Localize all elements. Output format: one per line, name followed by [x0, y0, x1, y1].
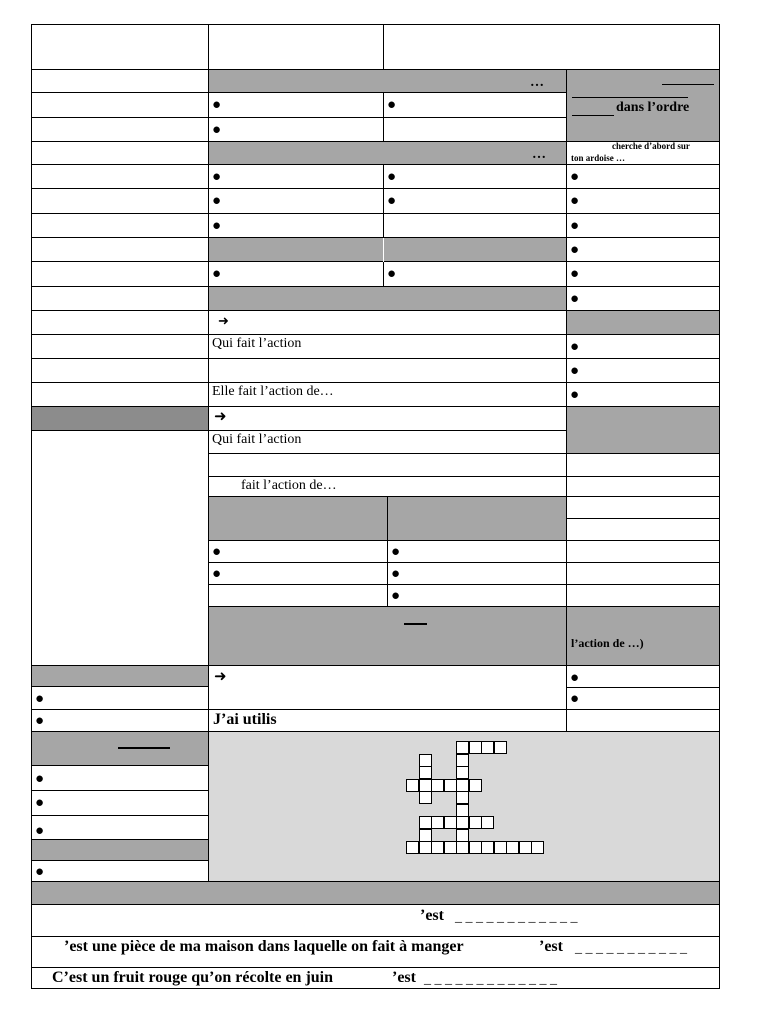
- bullet: ●: [387, 193, 397, 209]
- crossword-cell[interactable]: [481, 816, 494, 829]
- bullet: ●: [570, 242, 580, 258]
- jai-utilis-text: J’ai utilis: [213, 711, 277, 728]
- bullet: ●: [387, 169, 397, 185]
- bullet: ●: [212, 544, 222, 560]
- crossword-cell[interactable]: [419, 766, 432, 779]
- bullet: ●: [212, 218, 222, 234]
- riddle-2-blank[interactable]: _ _ _ _ _ _ _ _ _ _ _: [575, 941, 687, 956]
- dots-2: …: [532, 147, 546, 162]
- bullet: ●: [35, 823, 45, 839]
- crossword-cell[interactable]: [481, 841, 494, 854]
- qui-fait-text-2: Qui fait l’action: [212, 432, 302, 447]
- elle-fait-text: Elle fait l’action de…: [212, 384, 334, 399]
- bullet: ●: [570, 218, 580, 234]
- bullet: ●: [570, 363, 580, 379]
- side-header-2: [567, 311, 719, 334]
- crossword-cell[interactable]: [431, 841, 444, 854]
- left-header-2: [32, 666, 209, 687]
- crossword-cell[interactable]: [431, 816, 444, 829]
- order-text: dans l’ordre: [616, 100, 690, 115]
- bullet: ●: [570, 691, 580, 707]
- crossword-cell[interactable]: [456, 741, 469, 754]
- bullet: ●: [35, 691, 45, 707]
- bullet: ●: [212, 566, 222, 582]
- bullet: ●: [212, 97, 222, 113]
- bullet: ●: [387, 97, 397, 113]
- fait-action-text: fait l’action de…: [241, 478, 337, 493]
- qui-fait-text: Qui fait l’action: [212, 336, 302, 351]
- bullet: ●: [212, 266, 222, 282]
- riddle-1-blank[interactable]: _ _ _ _ _ _ _ _ _ _ _ _: [455, 910, 578, 925]
- riddle-3-text: C’est un fruit rouge qu’on récolte en juin: [52, 969, 334, 986]
- bullet: ●: [212, 193, 222, 209]
- cherche-text-1: cherche d’abord sur: [612, 141, 690, 151]
- bullet: ●: [391, 566, 401, 582]
- header-bar-3: [209, 238, 567, 262]
- bullet: ●: [391, 544, 401, 560]
- crossword-cell[interactable]: [406, 779, 419, 792]
- arrow-icon: ➜: [214, 409, 227, 425]
- riddle-1-end: ’est: [420, 907, 444, 924]
- crossword-cell[interactable]: [419, 791, 432, 804]
- crossword-cell[interactable]: [456, 816, 469, 829]
- bullet: ●: [212, 122, 222, 138]
- bullet: ●: [570, 387, 580, 403]
- bullet: ●: [35, 864, 45, 880]
- bullet: ●: [570, 670, 580, 686]
- dots-1: …: [530, 75, 544, 90]
- riddle-2-end: ’est: [539, 938, 563, 955]
- arrow-icon: ➜: [214, 669, 227, 685]
- action-de-text: l’action de …): [571, 636, 644, 650]
- bullet: ●: [35, 771, 45, 787]
- bullet: ●: [391, 588, 401, 604]
- crossword-cell[interactable]: [506, 841, 519, 854]
- left-header-3: [32, 732, 209, 766]
- riddle-header-bar: [32, 882, 719, 905]
- table-header-right: [388, 497, 567, 541]
- crossword-cell[interactable]: [469, 779, 482, 792]
- bullet: ●: [570, 339, 580, 355]
- left-header-4: [32, 840, 209, 861]
- crossword-cell[interactable]: [406, 841, 419, 854]
- crossword-cell[interactable]: [481, 741, 494, 754]
- crossword-cell[interactable]: [431, 779, 444, 792]
- riddle-3-end: ’est: [392, 969, 416, 986]
- bullet: ●: [570, 169, 580, 185]
- crossword-cell[interactable]: [531, 841, 544, 854]
- bullet: ●: [212, 169, 222, 185]
- crossword-cell[interactable]: [456, 841, 469, 854]
- crossword-cell[interactable]: [494, 741, 507, 754]
- bullet: ●: [570, 291, 580, 307]
- bullet: ●: [387, 266, 397, 282]
- left-header-1: [32, 407, 209, 431]
- arrow-icon: ➜: [218, 313, 229, 328]
- bullet: ●: [35, 713, 45, 729]
- table-header-left: [209, 497, 388, 541]
- bullet: ●: [570, 193, 580, 209]
- side-header-3: [567, 407, 719, 453]
- header-bar-2: [209, 142, 567, 165]
- bullet: ●: [570, 266, 580, 282]
- riddle-2-text: ’est une pièce de ma maison dans laquelle on fait à manger: [64, 938, 464, 955]
- header-bar-1: [209, 70, 567, 93]
- riddle-3-blank[interactable]: _ _ _ _ _ _ _ _ _ _ _ _ _: [424, 972, 557, 987]
- crossword-cell[interactable]: [456, 766, 469, 779]
- header-bar-4: [209, 287, 567, 311]
- crossword-cell[interactable]: [456, 791, 469, 804]
- bullet: ●: [35, 795, 45, 811]
- cherche-text-2: ton ardoise …: [571, 153, 625, 163]
